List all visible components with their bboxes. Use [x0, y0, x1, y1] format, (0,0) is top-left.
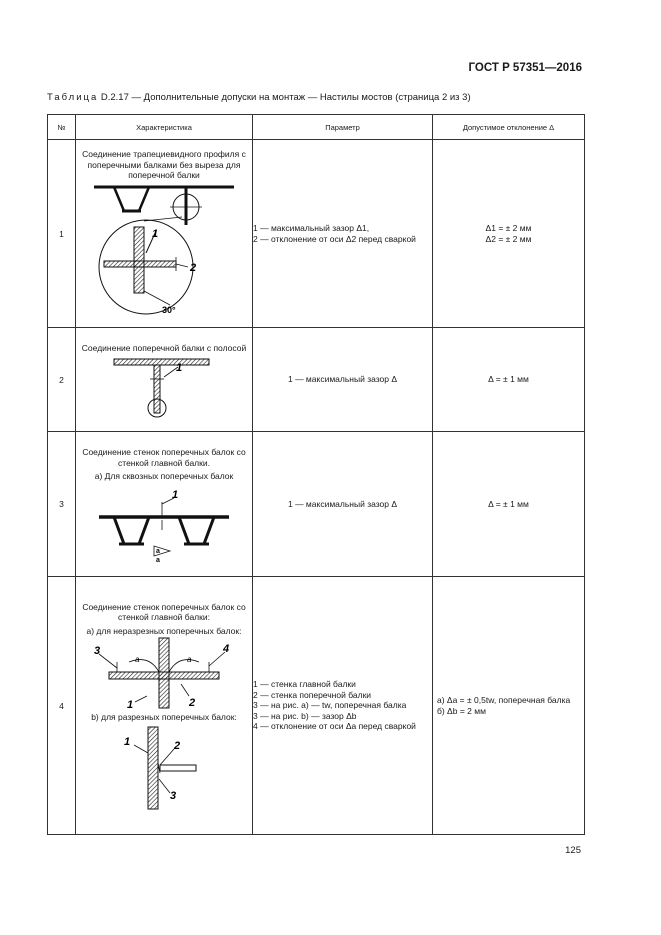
table-caption [47, 92, 471, 103]
tolerance-cell [433, 140, 585, 328]
tolerance-line: Δ = ± 1 мм [488, 498, 529, 509]
figure-label-a: a [135, 655, 140, 664]
header-tolerance: Допустимое отклонение Δ [433, 115, 585, 140]
table-row [48, 140, 585, 328]
figure-label-2: 2 [190, 261, 197, 274]
characteristic-cell [76, 577, 253, 835]
tolerance-line: Δ2 = ± 2 мм [485, 233, 532, 244]
figure-label-1: 1 [124, 735, 131, 748]
parameter-line: 1 — стенка главной балки [253, 679, 356, 690]
row-number: 2 [48, 328, 76, 432]
figure-beam-strip [104, 353, 224, 421]
figure-label-2: 2 [174, 739, 181, 752]
tolerance-cell [433, 577, 585, 835]
row-number: 4 [48, 577, 76, 835]
parameter-line: 1 — максимальный зазор Δ [287, 498, 398, 509]
parameter-line: 3 — на рис. b) — зазор Δb [253, 710, 357, 721]
caption-text: D.2.17 — Дополнительные допуски на монтаж — Настилы мостов (страница 2 из 3) [98, 92, 471, 103]
characteristic-title: Соединение трапециевидного профиля с поперечными балками без выреза для поперечной балки [82, 149, 246, 181]
tolerance-cell [433, 328, 585, 432]
characteristic-subtitle: а) Для сквозных поперечных балок [94, 471, 234, 482]
figure-label-1: 1 [176, 362, 183, 375]
parameter-line: 1 — максимальный зазор Δ [287, 374, 398, 385]
characteristic-subtitle: а) для неразрезных поперечных балок: [86, 625, 242, 636]
parameter-line: 4 — отклонение от оси Δa перед сваркой [253, 721, 416, 732]
parameter-cell [253, 140, 433, 328]
table-row [48, 328, 585, 432]
parameter-cell [253, 328, 433, 432]
figure-label-1: 1 [152, 227, 159, 240]
header-parameter: Параметр [253, 115, 433, 140]
tolerance-line: Δ1 = ± 2 мм [485, 222, 532, 233]
figure-label-3: 3 [94, 645, 101, 657]
characteristic-cell [76, 140, 253, 328]
figure-label-1: 1 [127, 699, 134, 711]
characteristic-title: Соединение стенок поперечных балок со стенкой главной балки. [82, 447, 246, 468]
table-row [48, 577, 585, 835]
figure-label-a: a [156, 556, 160, 564]
figure-through-beams [94, 482, 234, 564]
row-number: 3 [48, 432, 76, 577]
figure-label-a: a [156, 547, 160, 555]
page-number: 125 [565, 845, 581, 856]
figure-label-3: 3 [170, 789, 177, 802]
row-number: 1 [48, 140, 76, 328]
table-row [48, 432, 585, 577]
figure-label-4: 4 [223, 643, 230, 655]
tolerance-line: б) Δb = 2 мм [437, 705, 486, 716]
tolerance-line: Δ = ± 1 мм [488, 374, 529, 384]
standard-number: ГОСТ Р 57351—2016 [468, 62, 582, 74]
parameter-cell [253, 577, 433, 835]
figure-angle-label: 30° [162, 304, 176, 315]
parameter-line: 2 — стенка поперечной балки [253, 689, 372, 700]
characteristic-title: Соединение поперечной балки с полосой [81, 342, 247, 353]
caption-prefix: Таблица [47, 92, 99, 103]
figure-cut-beams [104, 723, 224, 813]
figure-label-a: a [187, 655, 192, 664]
parameter-cell [253, 432, 433, 577]
figure-label-2: 2 [189, 697, 196, 709]
figure-label-1: 1 [172, 488, 179, 501]
table-header-row [48, 115, 585, 140]
figure-trapezoidal-profile [84, 181, 244, 321]
header-characteristic: Характеристика [76, 115, 253, 140]
figure-continuous-beams [89, 636, 239, 712]
characteristic-title: Соединение стенок поперечных балок со стенкой главной балки: [82, 601, 246, 622]
tolerance-cell [433, 432, 585, 577]
tolerance-line: а) Δa = ± 0,5tw, поперечная балка [437, 694, 571, 705]
parameter-line: 2 — отклонение от оси Δ2 перед сваркой [253, 233, 416, 244]
header-num: № [48, 115, 76, 140]
parameter-line: 3 — на рис. a) — tw, поперечная балка [253, 700, 407, 711]
tolerance-table [47, 114, 585, 835]
characteristic-cell [76, 432, 253, 577]
characteristic-cell [76, 328, 253, 432]
characteristic-subtitle: b) для разрезных поперечных балок: [91, 712, 237, 722]
parameter-line: 1 — максимальный зазор Δ1, [253, 223, 370, 233]
